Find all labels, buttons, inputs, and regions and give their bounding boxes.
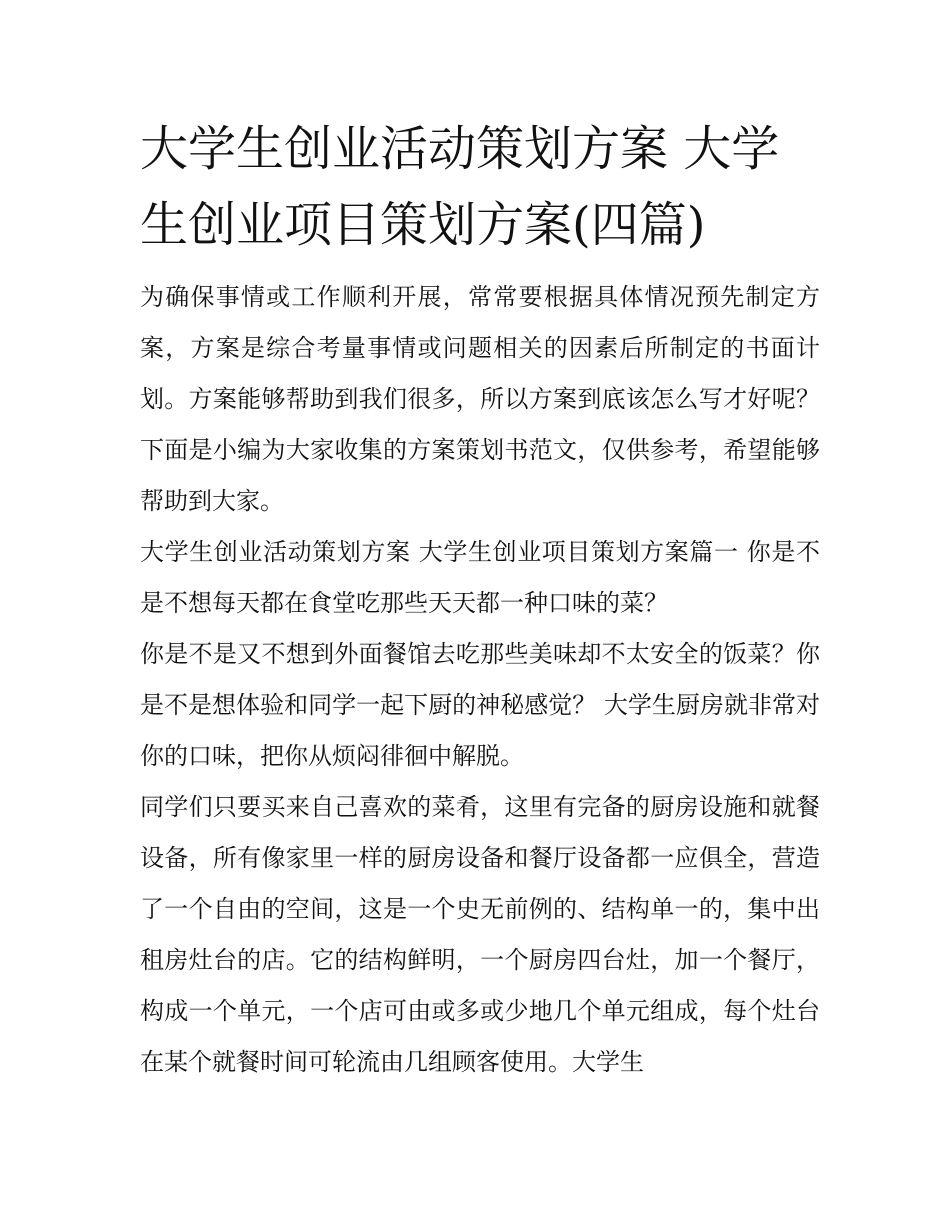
document-title: 大学生创业活动策划方案 大学生创业项目策划方案(四篇) [140, 121, 780, 253]
document-page [140, 112, 820, 1088]
paragraph-questions: 你是不是又不想到外面餐馆去吃那些美味却不太安全的饭菜？你是不是想体验和同学一起下厨的神秘感觉？ 大学生厨房就非常对你的口味，把你从烦闷徘徊中解脱。 [140, 639, 820, 770]
paragraph-description: 同学们只要买来自己喜欢的菜肴，这里有完备的厨房设施和就餐设备，所有像家里一样的厨房设备和餐厅设备都一应俱全，营造了一个自由的空间，这是一个史无前例的、结构单一的，集中出租房灶台的店。它的结构鲜明，一个厨房四台灶，加一个餐厅，构成一个单元，一个店可由或多或少地几个单元组成，每个灶台在某个就餐时间可轮流由几组顾客使用。大学生 [140, 792, 820, 1076]
paragraph-intro: 为确保事情或工作顺利开展，常常要根据具体情况预先制定方案，方案是综合考量事情或问题相关的因素后所制定的书面计划。方案能够帮助到我们很多，所以方案到底该怎么写才好呢？下面是小编为大家收集的方案策划书范文，仅供参考，希望能够帮助到大家。 [140, 282, 820, 515]
paragraph-section-one: 大学生创业活动策划方案 大学生创业项目策划方案篇一 你是不是不想每天都在食堂吃那些天天都一种口味的菜？ [140, 537, 820, 617]
